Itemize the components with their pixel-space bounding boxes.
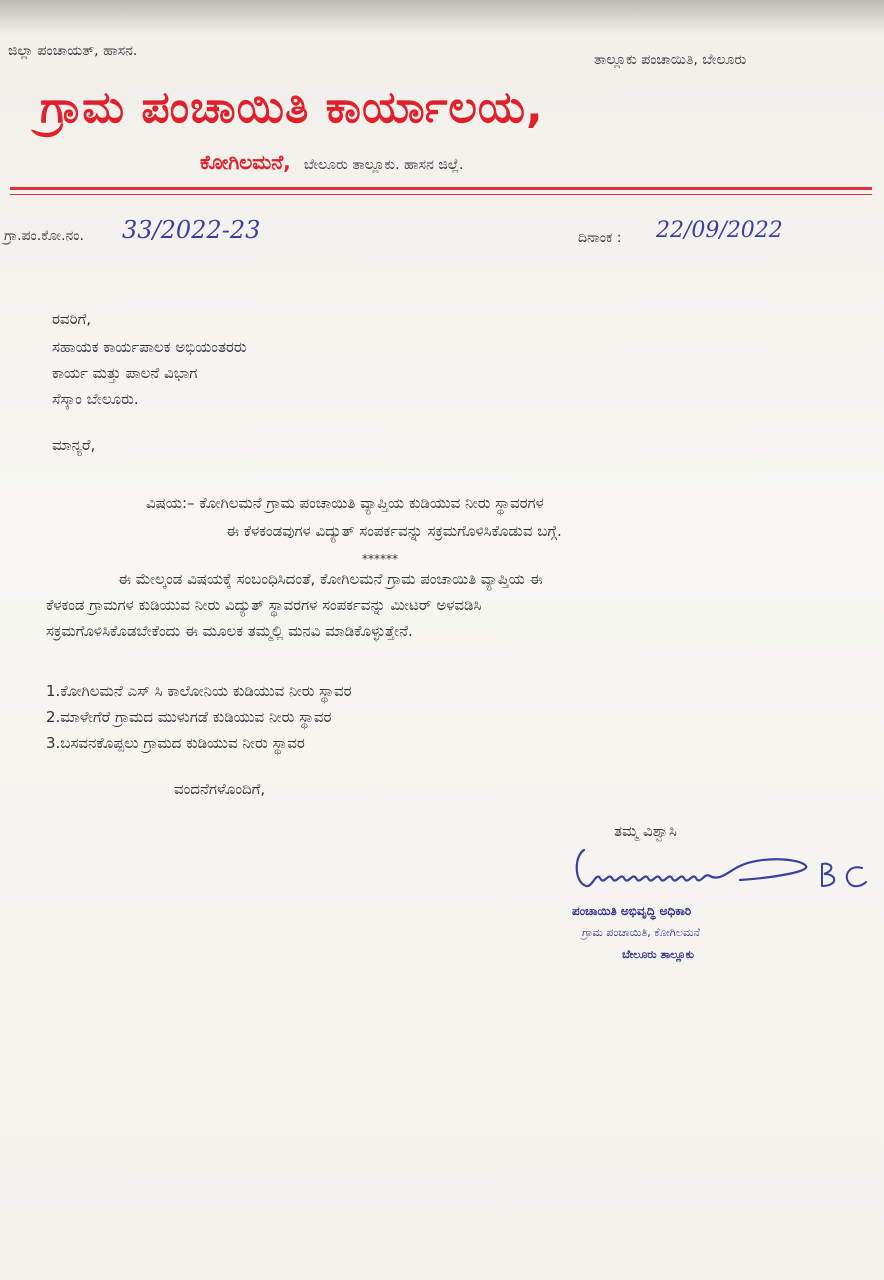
letterhead-rule-thick: [10, 187, 872, 190]
stamp-line-1: ಪಂಚಾಯಿತಿ ಅಭಿವೃದ್ಧಿ ಅಧಿಕಾರಿ: [572, 904, 692, 918]
subject-line-2: ಈ ಕೆಳಕಂಡವುಗಳ ವಿದ್ಯುತ್ ಸಂಪರ್ಕವನ್ನು ಸಕ್ರಮಗೊಳಿಸಿಕೊಡುವ ಬಗ್ಗೆ.: [226, 522, 562, 540]
paragraph-line-3: ಸಕ್ರಮಗೊಳಿಸಿಕೊಡಬೇಕೆಂದು ಈ ಮೂಲಕ ತಮ್ಮಲ್ಲಿ ಮನವಿ ಮಾಡಿಕೊಳ್ಳುತ್ತೇನೆ.: [46, 622, 413, 640]
header-left-line: ಜಿಲ್ಲಾ ಪಂಚಾಯತ್, ಹಾಸನ.: [8, 43, 138, 59]
stamp-line-2: ಗ್ರಾಮ ಪಂಚಾಯಿತಿ, ಕೋಗಿಲಮನೆ: [582, 926, 700, 939]
addressee-line-2: ಕಾರ್ಯ ಮತ್ತು ಪಾಲನೆ ವಿಭಾಗ: [52, 364, 198, 382]
list-item: 3.ಬಸವನಕೊಪ್ಪಲು ಗ್ರಾಮದ ಕುಡಿಯುವ ನೀರು ಸ್ಥಾವರ: [46, 734, 305, 752]
addressee-salutation: ರವರಿಗೆ,: [52, 310, 91, 328]
list-item: 1.ಕೋಗಿಲಮನೆ ಎಸ್ ಸಿ ಕಾಲೋನಿಯ ಕುಡಿಯುವ ನೀರು ಸ್ಥಾವರ: [46, 682, 352, 700]
letterhead-title: ಗ್ರಾಮ ಪಂಚಾಯಿತಿ ಕಾರ್ಯಾಲಯ,: [40, 82, 544, 133]
closing: ವಂದನೆಗಳೊಂದಿಗೆ,: [174, 780, 266, 798]
addressee-line-1: ಸಹಾಯಕ ಕಾರ್ಯಪಾಲಕ ಅಭಿಯಂತರರು: [52, 338, 247, 356]
greeting: ಮಾನ್ಯರೆ,: [52, 436, 96, 454]
place-suffix: ಬೇಲೂರು ತಾಲ್ಲೂಕು. ಹಾಸನ ಜಿಲ್ಲೆ.: [303, 157, 464, 173]
page-shadow: [0, 0, 884, 34]
ref-label: ಗ್ರಾ.ಪಂ.ಕೋ.ನಂ.: [4, 228, 84, 244]
list-item: 2.ಮಾಳೇಗೆರೆ ಗ್ರಾಮದ ಮುಳುಗಡೆ ಕುಡಿಯುವ ನೀರು ಸ್ಥಾವರ: [46, 708, 332, 726]
addressee-line-3: ಸೆಸ್ಕಾಂ ಬೇಲೂರು.: [52, 390, 139, 408]
paragraph-line-1: ಈ ಮೇಲ್ಕಂಡ ವಿಷಯಕ್ಕೆ ಸಂಬಂಧಿಸಿದಂತೆ, ಕೋಗಿಲಮನೆ ಗ್ರಾಮ ಪಂಚಾಯಿತಿ ವ್ಯಾಪ್ತಿಯ ಈ: [118, 570, 543, 588]
date-label: ದಿನಾಂಕ :: [578, 230, 622, 246]
letterhead-place: [200, 150, 463, 174]
stamp-line-3: ಬೇಲೂರು ತಾಲ್ಲೂಕು: [622, 948, 695, 961]
sign-off: ತಮ್ಮ ವಿಶ್ವಾಸಿ: [614, 822, 677, 840]
place-name: ಕೋಗಿಲಮನೆ,: [200, 150, 291, 174]
header-right-line: ತಾಲ್ಲೂಕು ಪಂಚಾಯಿತಿ, ಬೇಲೂರು: [594, 52, 747, 68]
subject-line-1: ವಿಷಯ:– ಕೋಗಿಲಮನೆ ಗ್ರಾಮ ಪಂಚಾಯಿತಿ ವ್ಯಾಪ್ತಿಯ ಕುಡಿಯುವ ನೀರು ಸ್ಥಾವರಗಳ: [146, 494, 544, 512]
paragraph-line-2: ಕೆಳಕಂಡ ಗ್ರಾಮಗಳ ಕುಡಿಯುವ ನೀರು ವಿದ್ಯುತ್ ಸ್ಥಾವರಗಳ ಸಂಪರ್ಕವನ್ನು ಮೀಟರ್ ಅಳವಡಿಸಿ: [46, 596, 482, 614]
letterhead-rule-thin: [10, 194, 872, 195]
ref-number-handwritten: 33/2022-23: [122, 216, 261, 244]
subject-separator: ******: [362, 552, 398, 566]
date-handwritten: 22/09/2022: [656, 218, 783, 243]
handwritten-signature: [570, 842, 870, 898]
